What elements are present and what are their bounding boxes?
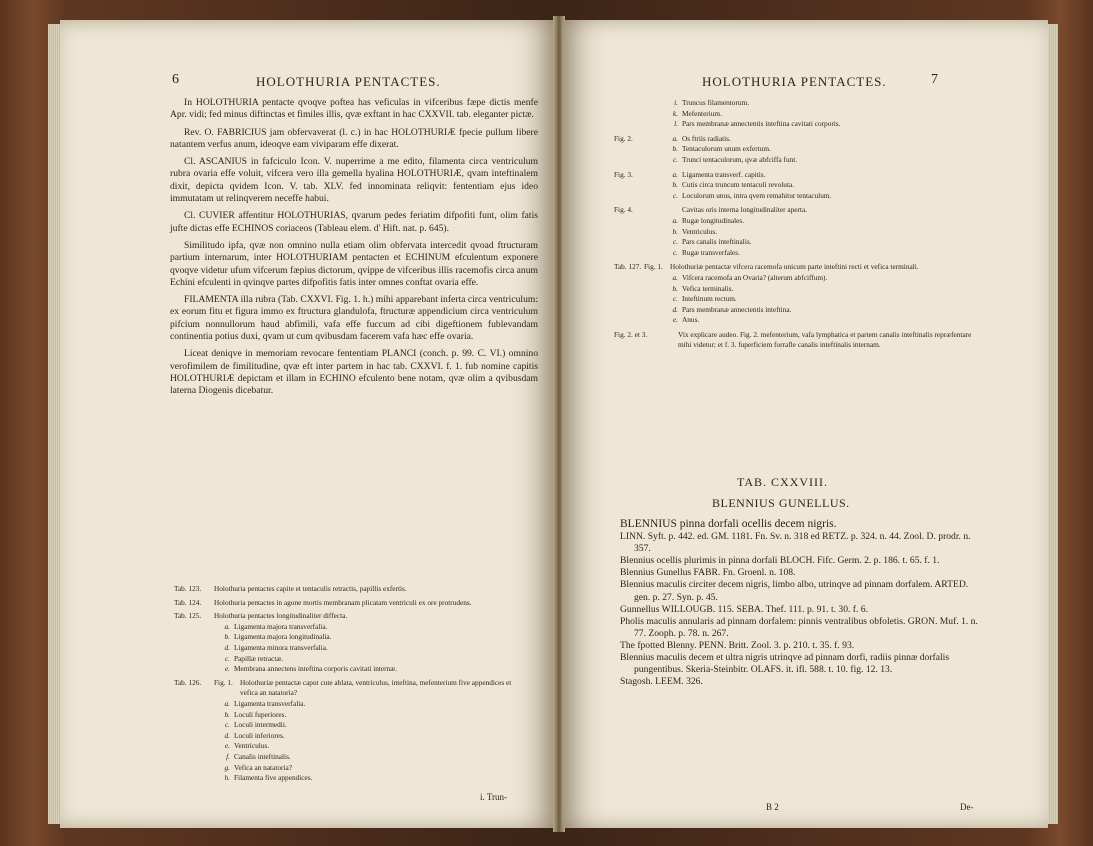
list-item: f. Canalis inteftinalis.: [226, 751, 291, 761]
tab-entry: Tab. 126. Fig. 1. Holothuriæ pentactæ caput cute ablata, ventriculus, inteftina, mefenterium five appendices et vefica an natatoria?: [174, 677, 512, 698]
section-plate-number: TAB. CXXVIII.: [737, 475, 829, 489]
synonym-line: The fpotted Blenny. PENN. Britt. Zool. 3. p. 210. t. 35. f. 93.: [620, 639, 855, 651]
list-item: d. Ligamenta minora transverfalia.: [224, 642, 328, 652]
list-item: d. Pars membranæ annectentis inteftina.: [672, 304, 792, 314]
left-page: [60, 20, 555, 828]
list-item: b. Ventriculus.: [672, 226, 718, 236]
synonym-line: Blennius maculis decem et ultra nigris utrinqve ad pinnam dorfi, radiis pinnæ dorfalis pungentibus. Skeria-Steinbitr. OLAFS. it. ifl. 588. t. 10. fig. 12. 13.: [620, 652, 950, 676]
list-item: Fig. 3. a. Ligamenta transverf. capitis.: [614, 169, 766, 179]
paragraph: Rev. O. FABRICIUS jam obfervaverat (l. c.) in hac HOLOTHURIÆ fpecie pullum libere natantem verfus anum, ideoqve eam viviparam effe dixerat.: [170, 126, 538, 150]
right-page-number: 7: [931, 72, 938, 87]
list-item: i. Truncus filamentorum.: [674, 98, 750, 107]
section-title: BLENNIUS GUNELLUS.: [712, 496, 850, 510]
list-item: a. Rugæ longitudinales.: [672, 215, 745, 225]
list-item: a. Vifcera racemofa an Ovaria? (alterum abfciffum).: [672, 272, 828, 282]
list-item: c. Loculi intermedii.: [224, 720, 287, 730]
blennius-synonymy: [620, 518, 980, 688]
list-item: h. Filamenta five appendices.: [224, 773, 313, 783]
list-item: c. Papillæ retractæ.: [224, 653, 284, 663]
paragraph: In HOLOTHURIA pentacte qvoqve poftea has veficulas in vifceribus fæpe dictis menfe Apr. vidi; fed minus diftinctas et fimiles illis, qvæ exftant in hac CXXVII. tab. eleganter pictæ.: [170, 97, 538, 121]
left-running-header: HOLOTHURIA PENTACTES.: [256, 74, 441, 89]
list-item: c. Loculorum unus, intra qvem remahitur tentaculum.: [672, 190, 832, 200]
tab-entry: Tab. 124. Holothuria pentactes in agone mortis membranam plicatam ventriculi ex ore protrudens.: [174, 597, 472, 607]
list-item: b. Vefica terminalis.: [672, 283, 734, 293]
synonym-line: Pholis maculis annularis ad pinnam dorfalem: pinnis ventralibus obfoletis. GRON. Muf. 1. n. 77. Zooph. p. 78. n. 267.: [620, 615, 978, 639]
synonym-line: Blennius ocellis plurimis in pinna dorfali BLOCH. Fifc. Germ. 2. p. 186. t. 65. f. 1.: [620, 555, 940, 567]
tab-entry: Fig. 2. et 3. Vix explicare audeo. Fig. 2. mefenterium, vafa lymphatica et partem canalis inteftinalis repræfentare mihi videtur; et f. 3. fuperficiem forrafle canalis inteftinalis internam.: [614, 329, 972, 350]
list-item: b. Ligamenta majora longitudinalia.: [224, 632, 332, 642]
list-item: c. Rugæ transverfales.: [672, 247, 740, 257]
paragraph: Cl. CUVIER affentitur HOLOTHURIAS, qvarum pedes feriatim difpofiti funt, olim fatis jufte dictas effe ECHINOS coriaceos (Tableau elem. d' Hift. nat. p. 645).: [170, 210, 538, 234]
right-plate-list: [614, 98, 984, 351]
right-running-header: HOLOTHURIA PENTACTES.: [702, 74, 887, 89]
list-item: b. Loculi fuperiores.: [224, 709, 287, 719]
tab-entry: Tab. 125. Holothuria pentactes longitudinaliter diffecta.: [174, 611, 348, 621]
list-item: e. Anus.: [672, 315, 700, 325]
species-diagnosis: BLENNIUS pinna dorfali ocellis decem nigris.: [620, 518, 837, 530]
synonym-line: LINN. Syft. p. 442. ed. GM. 1181. Fn. Sv. n. 318 ed RETZ. p. 324. n. 44. Zool. D. prodr. n. 357.: [620, 531, 971, 555]
list-item: k. Mefenterium.: [672, 108, 722, 118]
left-page-number: 6: [172, 72, 179, 87]
synonym-line: Gunnellus WILLOUGB. 115. SEBA. Thef. 111. p. 91. t. 30. f. 6.: [620, 603, 868, 615]
synonym-line: Blennius maculis circiter decem nigris, limbo albo, utrinqve ad pinnam dorfalem. ARTED. gen. p. 27. Syn. p. 45.: [620, 579, 969, 603]
signature-mark: B 2: [766, 802, 779, 812]
right-catchword: De-: [960, 802, 974, 812]
synonym-line: Stagosh. LEEM. 326.: [620, 676, 703, 688]
list-item: c. Trunci tentaculorum, qvæ abfciffa funt.: [672, 154, 798, 164]
left-catchword: i. Trun-: [480, 792, 508, 802]
paragraph: Similitudo ipfa, qvæ non omnino nulla etiam olim obfervata intercedit qvoad ftructuram partium internarum, inter HOLOTHURIAM pentacten et ECHINUM efculentum exponere qvoqve videtur ufum vifcerum fæpius dictorum, qvippe de vifceribus illis racemofis circa anum Echini efculenti in qvinqve partes difpofitis fatis inter omnes conftat ovaria effe.: [170, 239, 538, 288]
left-body-text: [170, 97, 538, 403]
paragraph: FILAMENTA illa rubra (Tab. CXXVI. Fig. 1. h.) mihi apparebant inferta circa ventriculum: ex eorum fitu et figura immo ex ftructura glandulofa, ftructuræ appendicium circa ventriculum pifcium nonnullorum haud abfimili, vafa effe fuccum ad cibi digeftionem fublevandam continentia potius duxi, qvam ut cum qvibusdam facerem vafa hæc effe ovaria.: [170, 294, 538, 343]
list-item: d. Loculi inferiores.: [224, 730, 285, 740]
right-page: [562, 20, 1048, 828]
list-item: a. Ligamenta majora transverfalia.: [224, 621, 328, 631]
list-item: c. Inteftinum rectum.: [672, 294, 737, 304]
tab-entry: Tab. 123. Holothuria pentactes capite et tentaculis retractis, papillis exfertis.: [174, 584, 407, 593]
list-item: g. Vefica an natatoria?: [224, 762, 292, 772]
list-item: l. Pars membranæ annectentis inteftina cavitati corporis.: [674, 119, 841, 129]
list-item: e. Membrana annectens inteftina corporis cavitati internæ.: [224, 664, 397, 674]
paragraph: Liceat deniqve in memoriam revocare fententiam PLANCI (conch. p. 99. C. VI.) omnino verofimilem de fimilitudine, qvæ eft inter partem in hac tab. CXXVI. f. 1. fub nomine capitis HOLOTHURIÆ depictam et illam in ECHINO efculento bene notam, qvæ olim a qvibusdam laterna Diogenis dicebatur.: [170, 348, 538, 397]
list-item: Fig. 4. Cavitas oris interna longitudinaliter aperta.: [614, 205, 808, 215]
list-item: Fig. 2. a. Os ftriis radiatis.: [614, 133, 731, 143]
tab-entry: Tab. 127. Fig. 1. Holothuriæ pentactæ vifcera racemofa unicum parte inteftini recti et vefica terminali.: [614, 262, 919, 272]
paragraph: Cl. ASCANIUS in fafciculo Icon. V. nuperrime a me edito, filamenta circa ventriculum rubra ovaria effe voluit, vifcera vero illa gemella hyalina HOLOTHURIÆ, qvam inteftinalem dixit, depicta qvidem Icon. V. tab. XLV. fed innominata reliqvit: fententiam ejus ideo immutatam ut relinqverem neceffe habui.: [170, 156, 538, 205]
list-item: a. Ligamenta transverfalia.: [224, 698, 306, 708]
list-item: b. Tentaculorum unum exfertum.: [672, 144, 771, 154]
list-item: e. Ventriculus.: [224, 741, 270, 751]
left-plate-list: [174, 584, 530, 784]
list-item: c. Pars canalis inteftinalis.: [672, 237, 752, 247]
list-item: b. Cutis circa truncum tentaculi revoluta.: [672, 180, 795, 190]
synonym-line: Blennius Gunellus FABR. Fn. Groenl. n. 108.: [620, 567, 796, 579]
